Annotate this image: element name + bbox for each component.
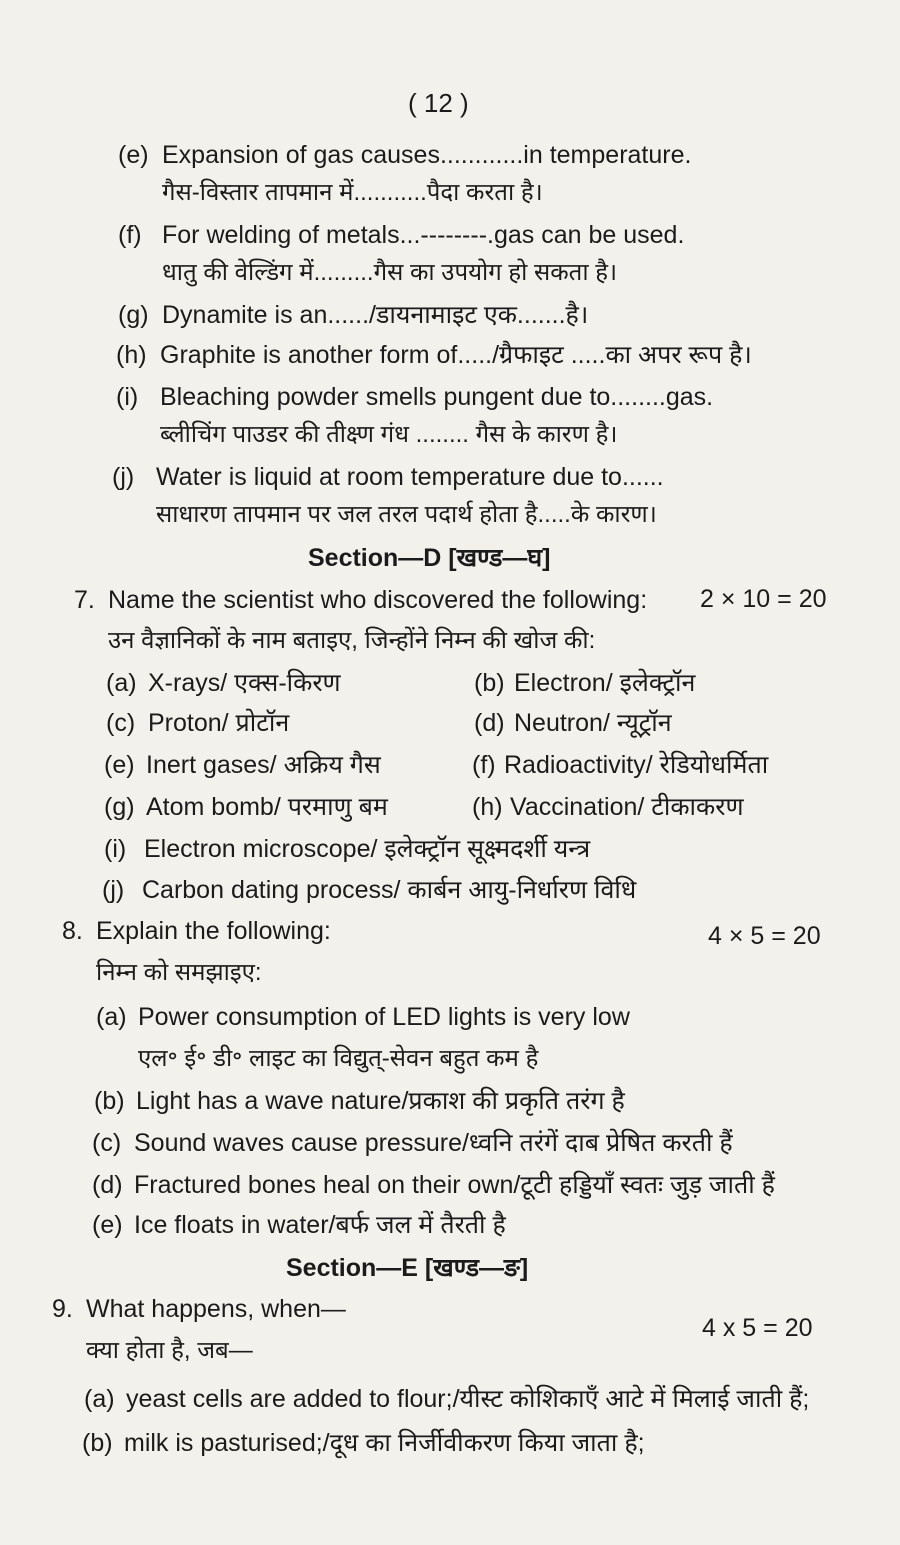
q6g-text: Dynamite is an....../डायनामाइट एक.......है। bbox=[162, 301, 589, 329]
q9-marks: 4 x 5 = 20 bbox=[702, 1314, 813, 1342]
q8c-label: (c) bbox=[92, 1129, 122, 1157]
q8e-label: (e) bbox=[92, 1211, 123, 1239]
q9a-label: (a) bbox=[84, 1385, 115, 1413]
q7g-label: (g) bbox=[104, 793, 135, 821]
q7c-label: (c) bbox=[106, 709, 136, 737]
q7-hindi: उन वैज्ञानिकों के नाम बताइए, जिन्होंने निम्न की खोज की: bbox=[108, 627, 596, 654]
q6i-text: Bleaching powder smells pungent due to........gas. bbox=[160, 383, 714, 411]
page-number: ( 12 ) bbox=[408, 88, 469, 118]
q6g-label: (g) bbox=[118, 301, 149, 329]
q6h-label: (h) bbox=[116, 341, 147, 369]
q8e-text: Ice floats in water/बर्फ जल में तैरती है bbox=[134, 1211, 506, 1239]
q8c-text: Sound waves cause pressure/ध्वनि तरंगें दाब प्रेषित करती हैं bbox=[134, 1129, 733, 1157]
q7a-text: X-rays/ एक्स-किरण bbox=[148, 669, 341, 697]
section-e-heading: Section—E [खण्ड—ङ] bbox=[286, 1254, 529, 1282]
q7f-label: (f) bbox=[472, 751, 496, 779]
q6i-label: (i) bbox=[116, 383, 139, 411]
q6j-label: (j) bbox=[112, 463, 135, 491]
q6f-hindi: धातु की वेल्डिंग में.........गैस का उपयोग हो सकता है। bbox=[162, 259, 618, 286]
q6f-text: For welding of metals...--------.gas can be used. bbox=[162, 221, 685, 249]
q7h-text: Vaccination/ टीकाकरण bbox=[510, 793, 744, 821]
q7e-text: Inert gases/ अक्रिय गैस bbox=[146, 751, 381, 779]
q7d-label: (d) bbox=[474, 709, 505, 737]
q6f-label: (f) bbox=[118, 221, 142, 249]
q7g-text: Atom bomb/ परमाणु बम bbox=[146, 793, 388, 821]
q6i-hindi: ब्लीचिंग पाउडर की तीक्ष्ण गंध ........ गैस के कारण है। bbox=[160, 421, 618, 448]
q6e-text: Expansion of gas causes............in temperature. bbox=[162, 141, 692, 169]
q7c-text: Proton/ प्रोटॉन bbox=[148, 709, 290, 737]
q7j-label: (j) bbox=[102, 876, 125, 904]
q7h-label: (h) bbox=[472, 793, 503, 821]
q8a-hindi: एल॰ ई॰ डी॰ लाइट का विद्युत्-सेवन बहुत कम है bbox=[138, 1045, 539, 1072]
q7b-text: Electron/ इलेक्ट्रॉन bbox=[514, 669, 696, 697]
q7i-label: (i) bbox=[104, 835, 127, 863]
q9-text: What happens, when— bbox=[86, 1295, 346, 1323]
q9-number: 9. bbox=[52, 1295, 73, 1323]
q8d-label: (d) bbox=[92, 1171, 123, 1199]
q6e-label: (e) bbox=[118, 141, 149, 169]
q8-number: 8. bbox=[62, 917, 83, 945]
q9b-text: milk is pasturised;/दूध का निर्जीवीकरण किया जाता है; bbox=[124, 1429, 645, 1457]
q8-hindi: निम्न को समझाइए: bbox=[96, 959, 262, 986]
q6h-text: Graphite is another form of...../ग्रैफाइट .....का अपर रूप है। bbox=[160, 341, 752, 369]
q8-text: Explain the following: bbox=[96, 917, 331, 945]
q7e-label: (e) bbox=[104, 751, 135, 779]
q7f-text: Radioactivity/ रेडियोधर्मिता bbox=[504, 751, 769, 779]
q7-number: 7. bbox=[74, 586, 95, 614]
q8b-text: Light has a wave nature/प्रकाश की प्रकृति तरंग है bbox=[136, 1087, 625, 1115]
q6j-hindi: साधारण तापमान पर जल तरल पदार्थ होता है.....के कारण। bbox=[156, 501, 657, 528]
q8-marks: 4 × 5 = 20 bbox=[708, 922, 821, 950]
q9-hindi: क्या होता है, जब— bbox=[86, 1337, 253, 1364]
q7i-text: Electron microscope/ इलेक्ट्रॉन सूक्ष्मदर्शी यन्त्र bbox=[144, 835, 591, 863]
q6j-text: Water is liquid at room temperature due to...... bbox=[156, 463, 664, 491]
q8b-label: (b) bbox=[94, 1087, 125, 1115]
q7-text: Name the scientist who discovered the following: bbox=[108, 586, 648, 614]
section-d-heading: Section—D [खण्ड—घ] bbox=[308, 544, 551, 572]
q7j-text: Carbon dating process/ कार्बन आयु-निर्धारण विधि bbox=[142, 876, 637, 904]
q7b-label: (b) bbox=[474, 669, 505, 697]
q7a-label: (a) bbox=[106, 669, 137, 697]
q8d-text: Fractured bones heal on their own/टूटी हड्डियाँ स्वतः जुड़ जाती हैं bbox=[134, 1171, 775, 1199]
q6e-hindi: गैस-विस्तार तापमान में...........पैदा करता है। bbox=[162, 179, 543, 206]
q7-marks: 2 × 10 = 20 bbox=[700, 585, 827, 613]
q7d-text: Neutron/ न्यूट्रॉन bbox=[514, 709, 672, 737]
q9b-label: (b) bbox=[82, 1429, 113, 1457]
q8a-text: Power consumption of LED lights is very low bbox=[138, 1003, 630, 1031]
q9a-text: yeast cells are added to flour;/यीस्ट कोशिकाएँ आटे में मिलाई जाती हैं; bbox=[126, 1385, 810, 1413]
q8a-label: (a) bbox=[96, 1003, 127, 1031]
